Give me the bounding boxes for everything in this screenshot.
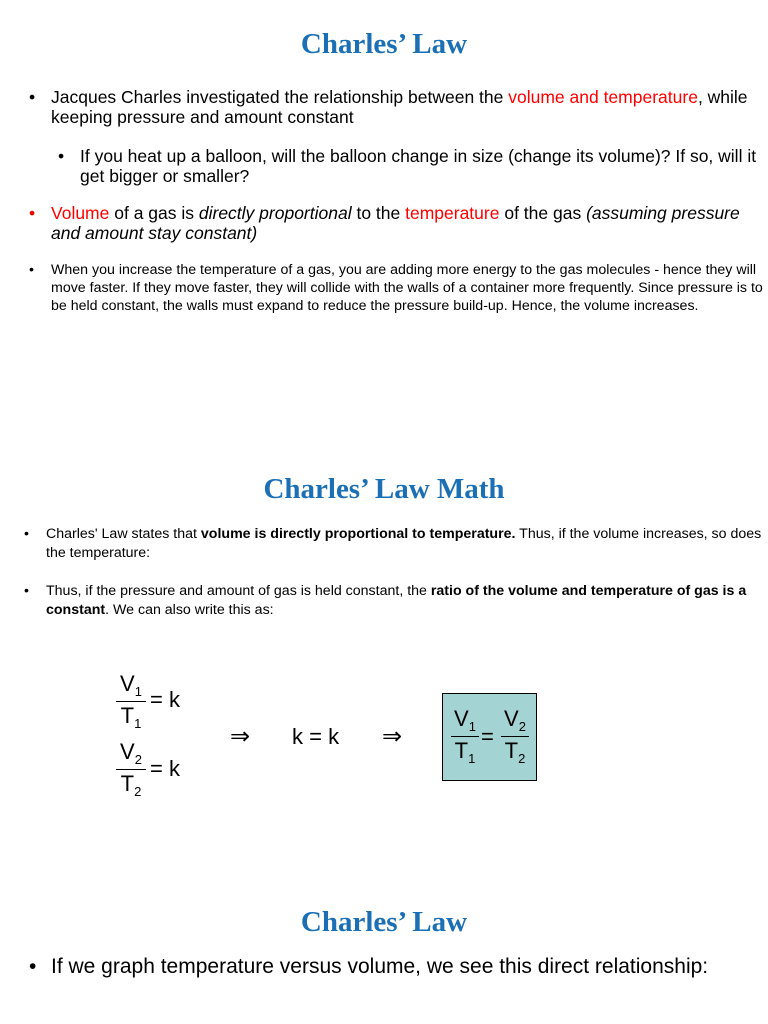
section1-bullet-2 <box>29 203 768 244</box>
bullet-dot: • <box>29 87 36 107</box>
bullet-dot: • <box>24 583 29 599</box>
bullet-text: Thus, if the pressure and amount of gas is held constant, the <box>46 583 431 599</box>
denominator: $T_2$ <box>120 771 142 799</box>
section1-bullet-3 <box>29 261 768 316</box>
bullet-text: When you increase the temperature of a gas, you are adding more energy to the gas molecules - hence they will move faster. If they move faster, they will collide with the walls of a container more frequently. Since pressure is to be held constant, the walls must expand to reduce the pressure build-up. Hence, the volume increases. <box>51 262 763 315</box>
bold-text: volume is directly proportional to temperature. <box>200 526 516 542</box>
section1-title: Charles’ Law <box>300 28 468 60</box>
fraction-bar <box>116 769 146 770</box>
section3-bullet-1 <box>29 955 768 980</box>
bullet-text: of a gas is <box>109 203 199 223</box>
equals-k-1: = k <box>150 687 180 712</box>
k-equals-k: k = k <box>292 724 340 749</box>
bullet-dot: • <box>29 203 36 223</box>
highlight-volume: Volume <box>51 203 110 223</box>
equals-k-2: = k <box>150 756 180 781</box>
bullet-text: . We can also write this as: <box>105 601 274 618</box>
bullet-text: Jacques Charles investigated the relationship between the <box>51 87 509 107</box>
bullet-text: Charles' Law states that <box>46 526 201 542</box>
bullet-text: of the gas <box>499 203 587 223</box>
section1-sub-bullet <box>58 146 768 187</box>
section3-title: Charles’ Law <box>300 906 468 938</box>
numerator: $V_1$ <box>120 671 142 699</box>
fraction-v1-t1 <box>116 673 146 730</box>
numerator: $V_1$ <box>454 706 476 734</box>
denominator: $T_1$ <box>120 703 142 731</box>
implies-arrow-1: ⇒ <box>230 723 251 750</box>
fraction-v1-t1 <box>451 708 479 765</box>
section2-title: Charles’ Law Math <box>263 473 505 505</box>
bullet-text: to the <box>351 203 406 223</box>
numerator: $V_2$ <box>120 739 142 767</box>
result-equation-box <box>442 693 537 781</box>
numerator: $V_2$ <box>504 706 526 734</box>
bullet-text: Thus, if the volume increases, so does the temperature: <box>46 526 762 561</box>
bullet-dot: • <box>29 262 34 278</box>
italic-text: directly proportional <box>198 203 352 223</box>
fraction-bar <box>501 736 529 737</box>
section2-bullet-2 <box>24 582 766 620</box>
fraction-bar <box>116 701 146 702</box>
bullet-dot: • <box>58 146 65 166</box>
bullet-text: If we graph temperature versus volume, we see this direct relationship: <box>51 955 709 978</box>
fraction-bar <box>451 736 479 737</box>
bullet-dot: • <box>24 526 29 542</box>
implies-arrow-2: ⇒ <box>382 723 403 750</box>
bullet-text: If you heat up a balloon, will the balloon change in size (change its volume)? If so, will it get bigger or smaller? <box>80 146 757 187</box>
italic-text: (assuming pressure and amount stay constant) <box>51 203 740 244</box>
fraction-v2-t2 <box>116 741 146 798</box>
denominator: $T_2$ <box>504 738 526 766</box>
fraction-v2-t2 <box>501 708 529 765</box>
section2-bullet-1 <box>24 525 766 563</box>
bullet-dot: • <box>29 955 37 978</box>
highlight-temperature: temperature <box>405 203 500 223</box>
equals-sign: = <box>481 724 494 749</box>
denominator: $T_1$ <box>454 738 476 766</box>
section1-bullet-1 <box>29 87 751 128</box>
highlight-volume-temperature: volume and temperature <box>508 87 698 107</box>
bold-text: ratio of the volume and temperature of gas is a constant <box>46 583 747 618</box>
bullet-text: , while keeping pressure and amount constant <box>51 87 748 128</box>
